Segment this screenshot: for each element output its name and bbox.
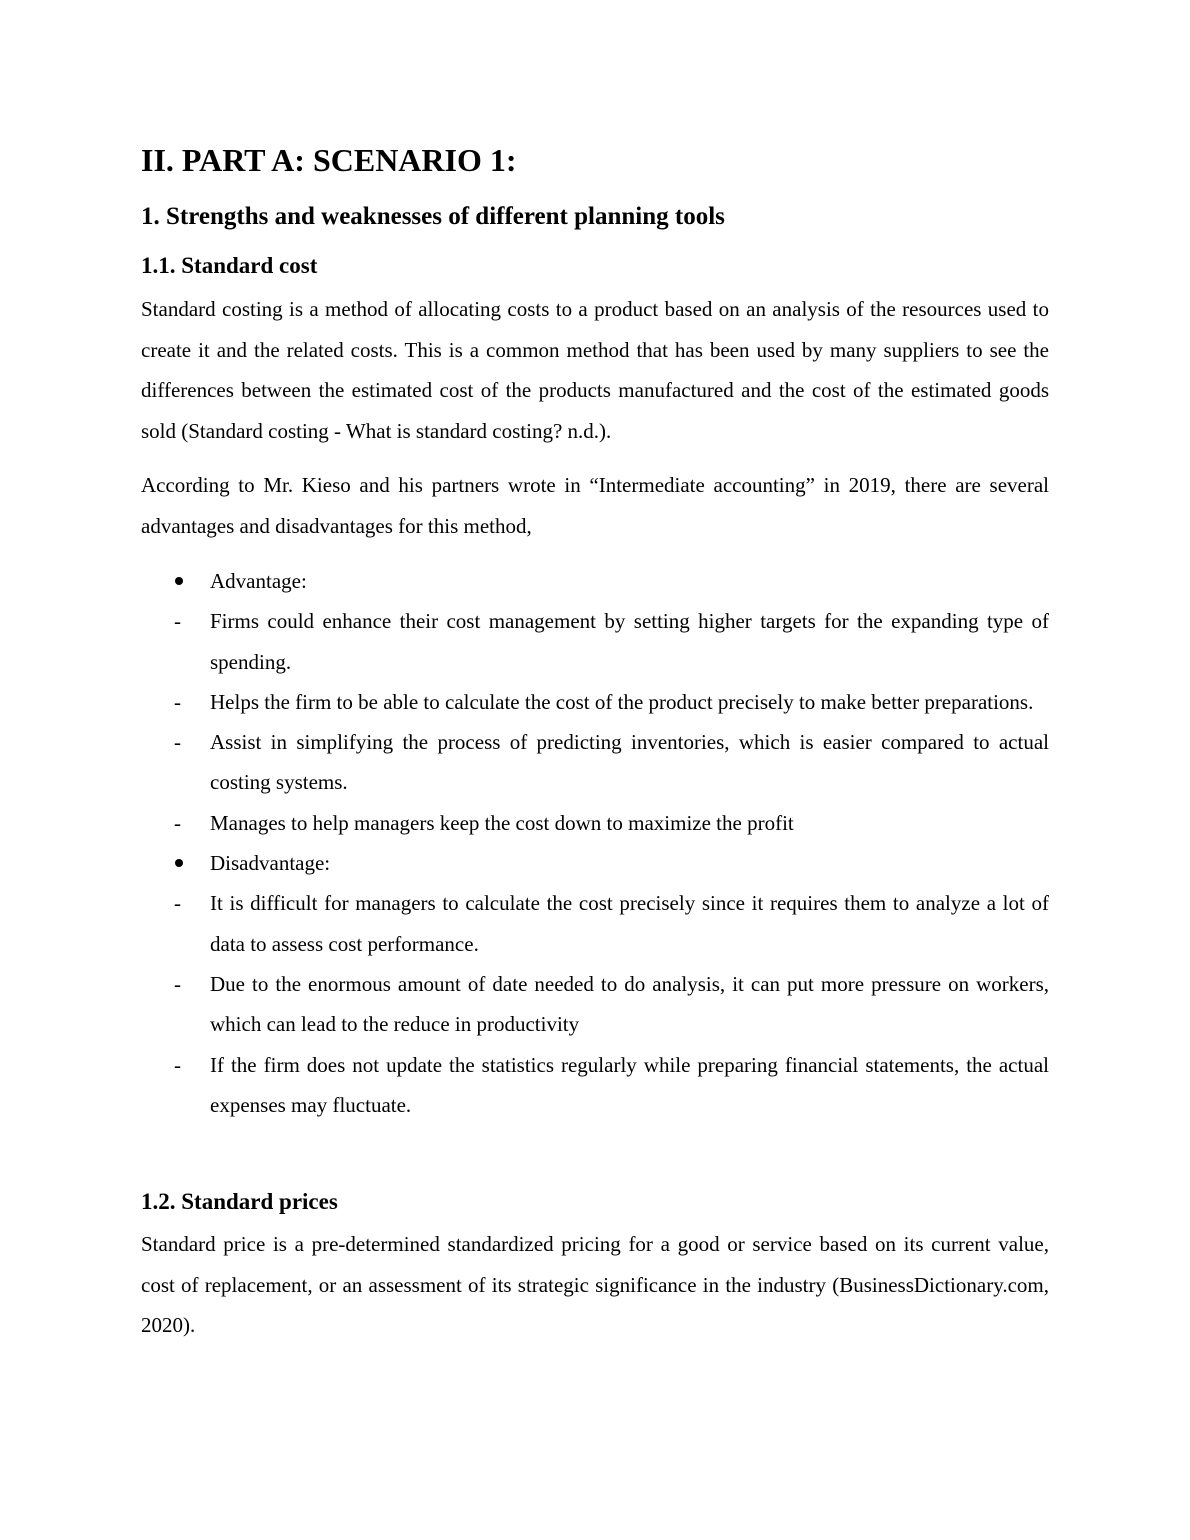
bullet-marker (141, 561, 210, 601)
part-title: II. PART A: SCENARIO 1: (141, 142, 517, 178)
subsection-title-standard-prices: 1.2. Standard prices (141, 1189, 338, 1214)
section-title: 1. Strengths and weaknesses of different planning tools (141, 203, 725, 230)
list-item (141, 964, 1049, 1045)
list-item-text: Advantage: (210, 569, 307, 593)
dash-marker (141, 964, 210, 1004)
dash-marker (141, 682, 210, 722)
standard-cost-paragraph-2: According to Mr. Kieso and his partners wrote in “Intermediate accounting” in 2019, there are several advantages and disadvantages for this method, (141, 473, 1049, 538)
dash-marker (141, 803, 210, 843)
list-item-text: Helps the firm to be able to calculate the cost of the product precisely to make better preparations. (210, 689, 1034, 714)
dash-marker (141, 722, 210, 762)
list-item (141, 561, 1049, 601)
advantages-disadvantages-list (141, 561, 1049, 1125)
standard-cost-paragraph-1: Standard costing is a method of allocating costs to a product based on an analysis of the resources used to create it and the related costs. This is a common method that has been used by many suppliers to see the differences between the estimated cost of the products manufactured and the cost of the estimated goods sold (Standard costing - What is standard costing? n.d.). (141, 297, 1049, 443)
dash-marker (141, 601, 210, 641)
list-item-text: Assist in simplifying the process of predicting inventories, which is easier compared to actual costing systems. (210, 730, 1049, 795)
list-item (141, 601, 1049, 682)
list-item (141, 803, 1049, 843)
list-item-text: Firms could enhance their cost management by setting higher targets for the expanding type of spending. (210, 609, 1049, 674)
list-item-text: It is difficult for managers to calculate the cost precisely since it requires them to analyze a lot of data to assess cost performance. (210, 891, 1049, 956)
subsection-title-standard-cost: 1.1. Standard cost (141, 253, 318, 278)
dash-marker (141, 1045, 210, 1085)
list-item (141, 722, 1049, 803)
list-item (141, 682, 1049, 722)
list-item (141, 1045, 1049, 1126)
list-item (141, 883, 1049, 964)
list-item-text: Manages to help managers keep the cost down to maximize the profit (210, 810, 794, 835)
list-item-text: Disadvantage: (210, 851, 331, 876)
dash-marker (141, 883, 210, 923)
list-item (141, 843, 1049, 883)
bullet-marker (141, 843, 210, 883)
standard-prices-paragraph: Standard price is a pre-determined standardized pricing for a good or service based on its current value, cost of replacement, or an assessment of its strategic significance in the industry (BusinessDictionary.com, 2020). (141, 1232, 1049, 1337)
list-item-text: Due to the enormous amount of date needed to do analysis, it can put more pressure on workers, which can lead to the reduce in productivity (210, 971, 1049, 1037)
list-item-text: If the firm does not update the statistics regularly while preparing financial statements, the actual expenses may fluctuate. (210, 1052, 1049, 1117)
